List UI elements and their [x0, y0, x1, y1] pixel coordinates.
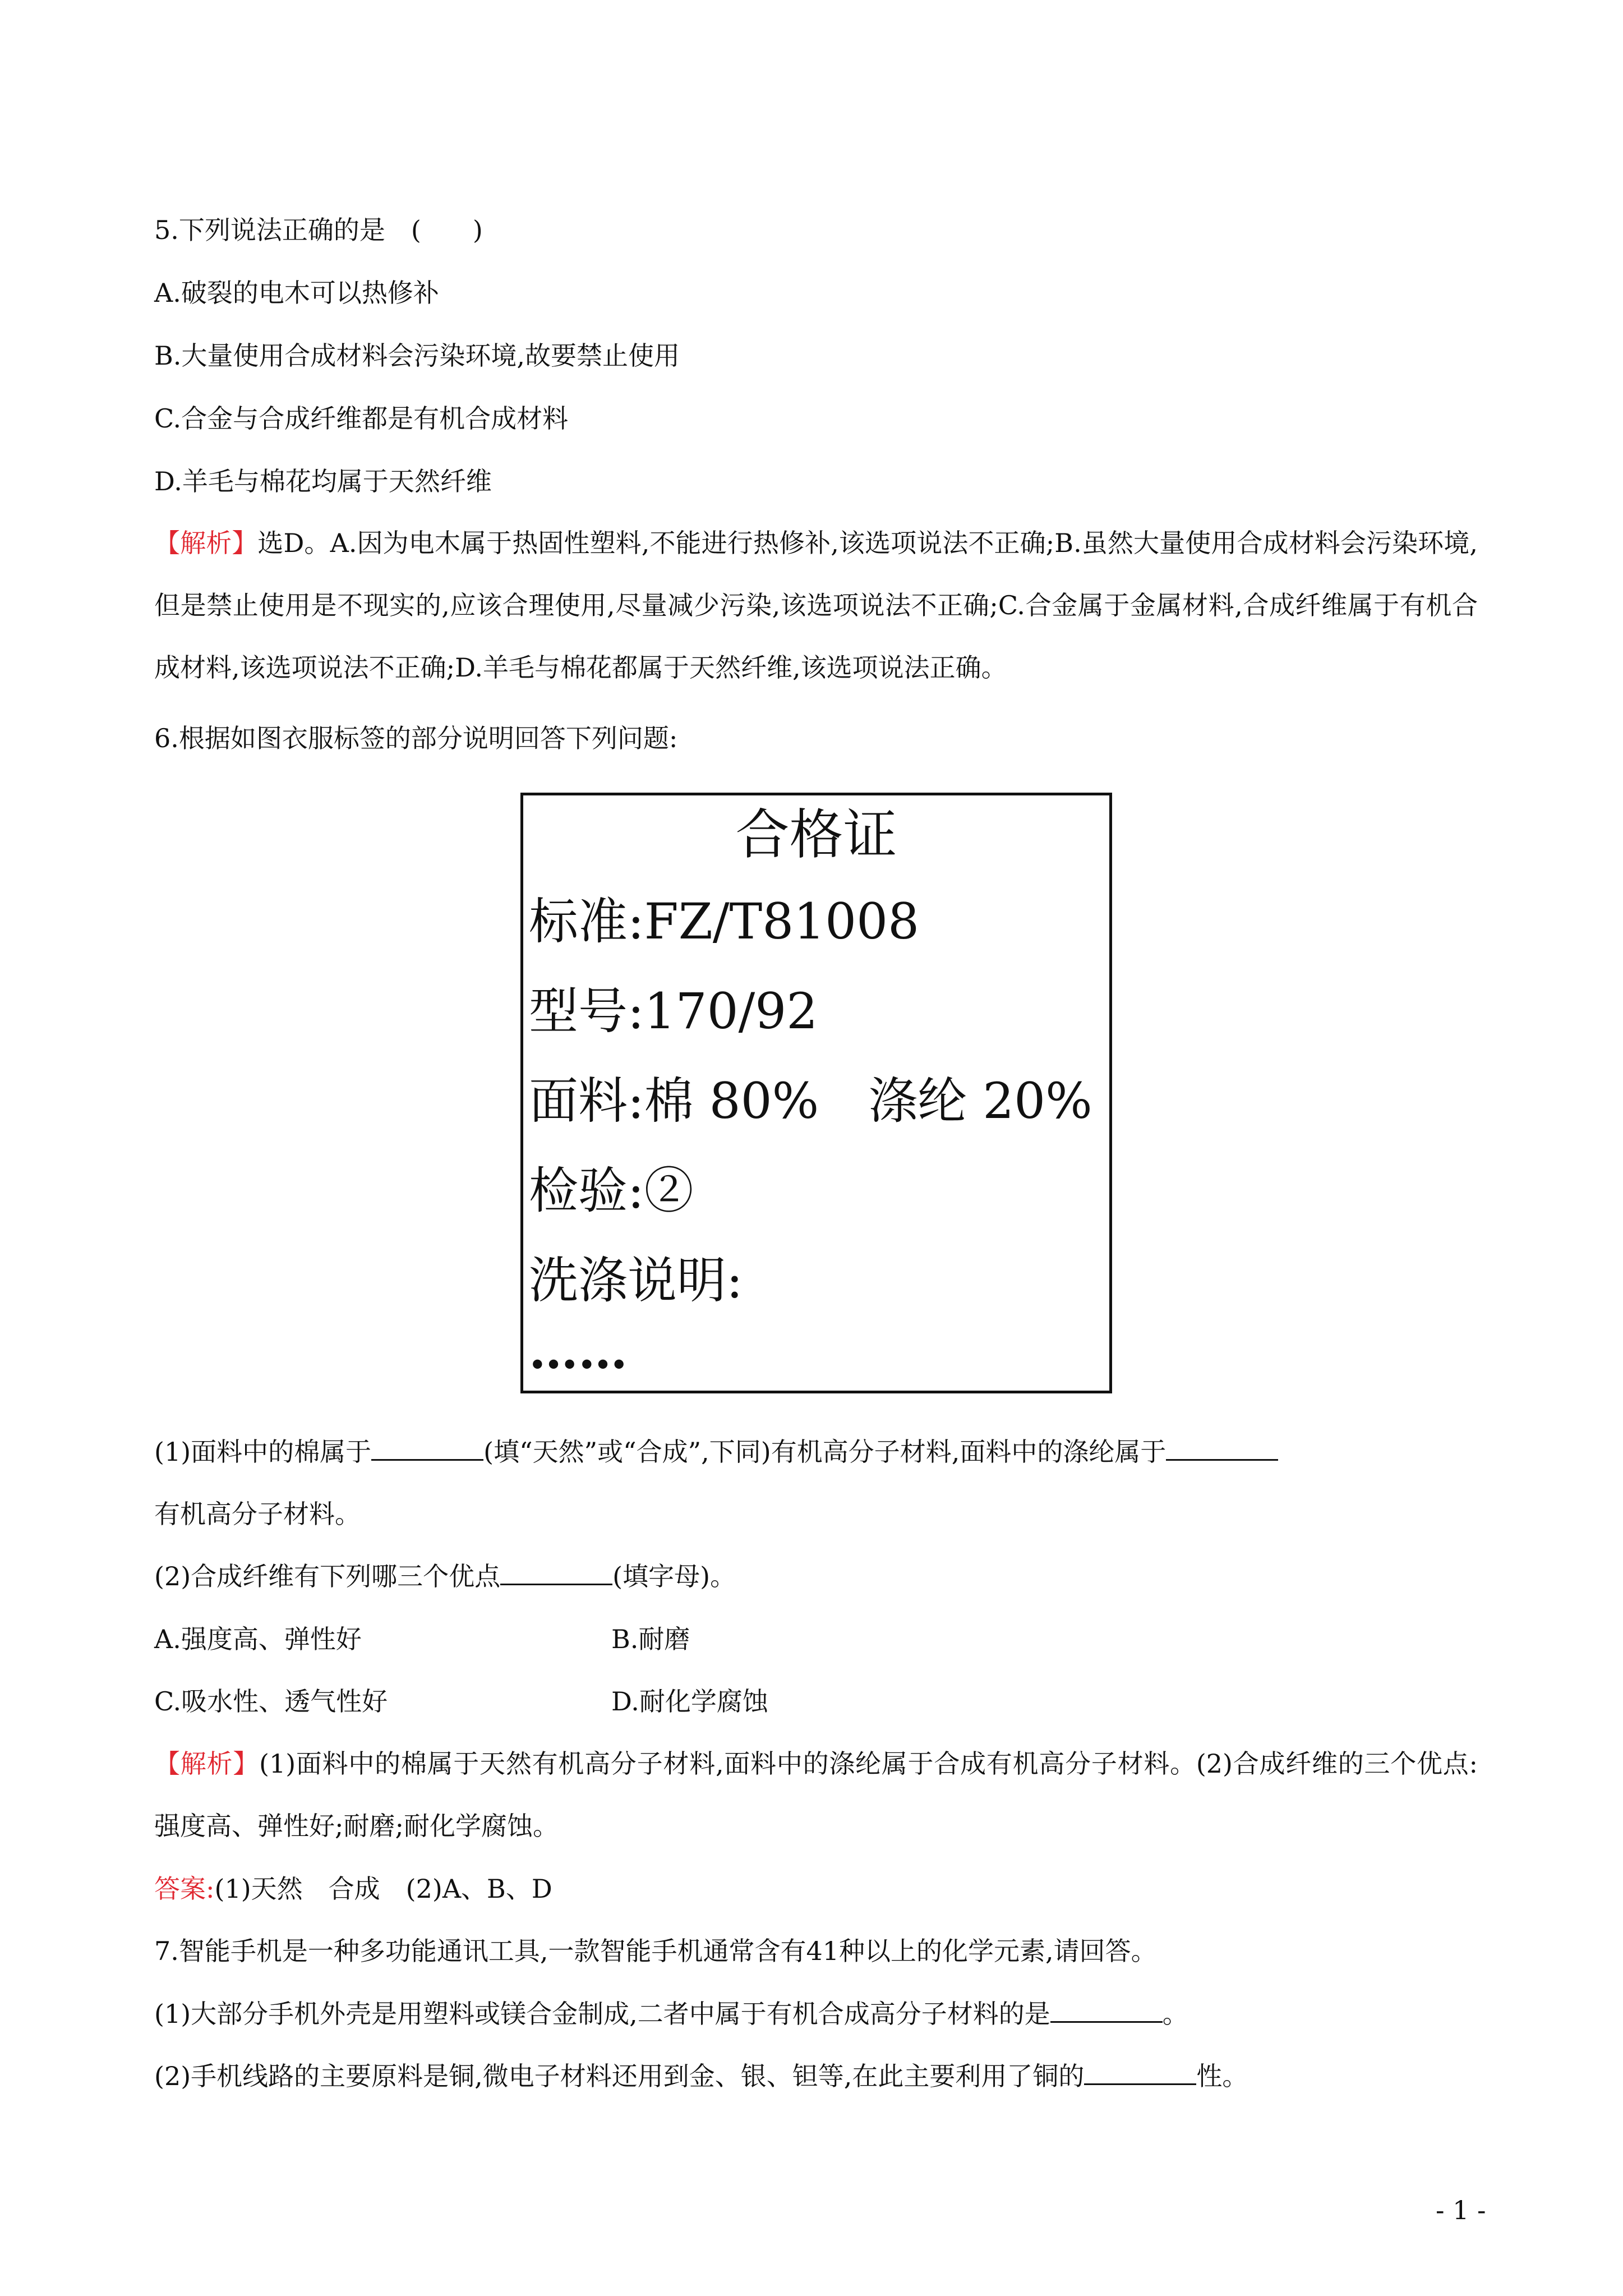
- answer-blank: [500, 1561, 612, 1585]
- answer-blank: [371, 1437, 483, 1461]
- page-number: - 1 -: [1436, 2195, 1486, 2225]
- label-inspection: 检验:②: [529, 1162, 694, 1220]
- q5-option-b: B.大量使用合成材料会污染环境,故要禁止使用: [154, 341, 680, 371]
- label-standard: 标准:FZ/T81008: [529, 892, 920, 950]
- q6-sub2: (2)合成纤维有下列哪三个优点 (填字母)。: [154, 1561, 736, 1591]
- q5-option-d: D.羊毛与棉花均属于天然纤维: [154, 466, 492, 496]
- q6-sub1-line1: (1)面料中的棉属于 (填“天然”或“合成”,下同)有机高分子材料,面料中的涤纶属于: [154, 1435, 1278, 1469]
- label-fabric: 面料:棉 80% 涤纶 20%: [529, 1072, 1092, 1130]
- q6-analysis: [154, 1733, 1478, 1857]
- q6-sub1-line2: 有机高分子材料。: [154, 1499, 361, 1529]
- q7-stem: 7.智能手机是一种多功能通讯工具,一款智能手机通常含有41种以上的化学元素,请回答。: [154, 1936, 1157, 1966]
- q5-stem: 5.下列说法正确的是 ( ): [154, 215, 483, 245]
- q7-sub1: (1)大部分手机外壳是用塑料或镁合金制成,二者中属于有机合成高分子材料的是 。: [154, 1999, 1188, 2029]
- label-model: 型号:170/92: [529, 982, 818, 1040]
- analysis-text: 选D。A.因为电木属于热固性塑料,不能进行热修补,该选项说法不正确;B.虽然大量使用合成材料会污染环境,但是禁止使用是不现实的,应该合理使用,尽量减少污染,该选项说法不正确;C.合金属于金属材料,合成纤维属于有机合成材料,该选项说法不正确;D.羊毛与棉花都属于天然纤维,该选项说法正确。: [154, 528, 1478, 683]
- q5-analysis: [154, 512, 1478, 699]
- answer-blank: [1166, 1437, 1278, 1461]
- label-washing: 洗涤说明:: [529, 1251, 743, 1309]
- answer-tag: 答案:: [154, 1874, 215, 1904]
- q6-option-c: C.吸水性、透气性好: [154, 1686, 388, 1717]
- garment-label-figure: [520, 793, 1112, 1393]
- answer-blank: [1084, 2061, 1196, 2085]
- q6-stem: 6.根据如图衣服标签的部分说明回答下列问题:: [154, 723, 678, 753]
- answer-blank: [1050, 1999, 1163, 2023]
- label-title: 合格证: [735, 803, 897, 866]
- q5-option-a: A.破裂的电木可以热修补: [154, 278, 439, 308]
- label-ellipsis: ……: [529, 1322, 628, 1380]
- answer-text: (1)天然 合成 (2)A、B、D: [214, 1874, 552, 1904]
- analysis-text: (1)面料中的棉属于天然有机高分子材料,面料中的涤纶属于合成有机高分子材料。(2)合成纤维的三个优点:强度高、弹性好;耐磨;耐化学腐蚀。: [154, 1749, 1478, 1841]
- q6-option-a: A.强度高、弹性好: [154, 1624, 362, 1654]
- q6-option-d: D.耐化学腐蚀: [611, 1686, 768, 1717]
- q6-option-b: B.耐磨: [611, 1624, 690, 1654]
- q7-sub2: (2)手机线路的主要原料是铜,微电子材料还用到金、银、钽等,在此主要利用了铜的 性。: [154, 2061, 1248, 2091]
- q6-answer: [154, 1872, 552, 1906]
- analysis-tag: 【解析】: [154, 1749, 260, 1779]
- analysis-tag: 【解析】: [154, 528, 258, 558]
- q5-option-c: C.合金与合成纤维都是有机合成材料: [154, 403, 569, 434]
